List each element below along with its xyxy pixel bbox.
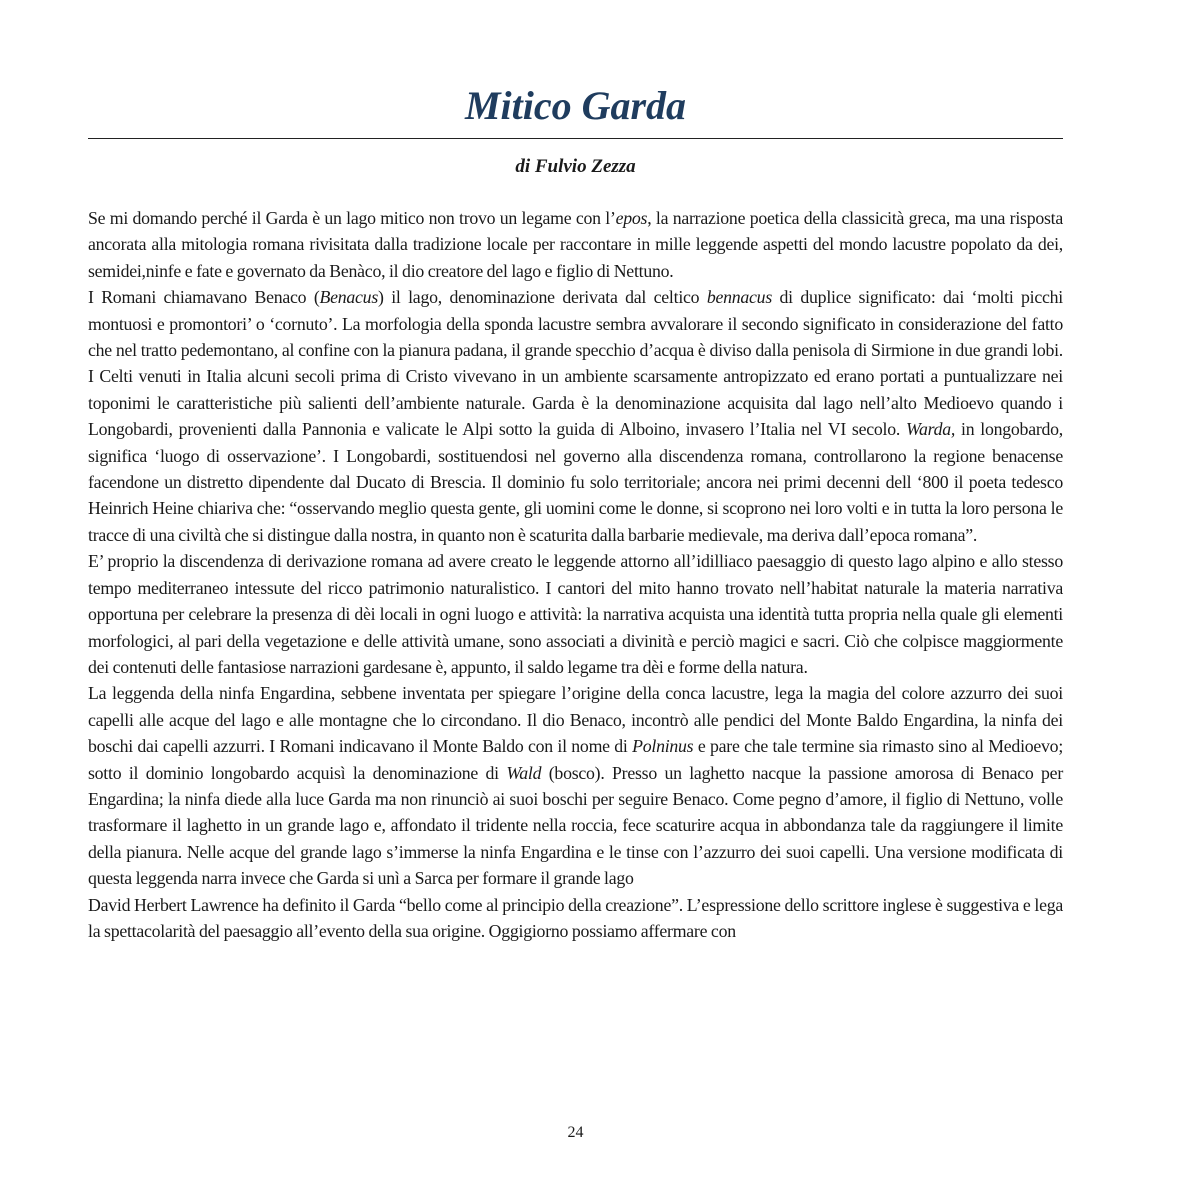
article-body: [88, 205, 1063, 944]
text-run: di duplice significato: dai ‘molti picchi montuosi e promontori’ o ‘cornuto’. La morfologia della sponda lacustre sembra avvalorare il secondo significato in considerazione del fatto che nel tratto pedemontano, al confine con la pianura padana, il grande specchio d’acqua è diviso dalla penisola di Sirmione in due grandi lobi. I Celti venuti in Italia alcuni secoli prima di Cristo vivevano in un ambiente scarsamente antropizzato ed erano portati a puntualizzare nei toponimi le caratteristiche più salienti dell’ambiente naturale. Garda è la denominazione acquisita dal lago nell’alto Medioevo quando i Longobardi, provenienti dalla Pannonia e valicate le Alpi sotto la guida di Alboino, invasero l’Italia nel VI secolo.: [88, 287, 1063, 440]
text-run: , la narrazione poetica della classicità greca, ma una risposta ancorata alla mitologia romana rivisitata dalla tradizione locale per raccontare in mille leggende aspetti del mondo lacustre popolato da dei, semidei,ninfe e fate e governato da Benàco, il dio creatore del lago e figlio di Nettuno.: [88, 208, 1063, 281]
text-run: I Romani chiamavano Benaco (: [88, 287, 320, 308]
italic-term: Polninus: [632, 736, 694, 757]
italic-term: Wald: [506, 762, 542, 783]
text-run: Se mi domando perché il Garda è un lago mitico non trovo un legame con l’: [88, 208, 616, 228]
page-title: Mitico Garda: [464, 83, 687, 128]
paragraph: [88, 284, 1063, 548]
italic-term: epos: [615, 208, 648, 228]
page-number: 24: [567, 1124, 584, 1141]
text-run: in longobardo, significa ‘luogo di osservazione’. I Longobardi, sostituendosi nel governo alla discendenza romana, controllarono la regione benacense facendone un distretto dipendente dal Ducato di Brescia. Il dominio fu solo territoriale; ancora nei primi decenni dell ‘800 il poeta tedesco Heinrich Heine chiariva che: “osservando meglio questa gente, gli uomini come le donne, si scoprono nei loro volti e in tutta la loro persona le tracce di una civiltà che si distingue dalla nostra, in quanto non è scaturita dalla barbarie medievale, ma deriva dall’epoca romana”.: [88, 419, 1063, 545]
document-page: [88, 0, 1063, 1181]
paragraph: [88, 205, 1063, 284]
text-run: e pare che tale termine sia rimasto sino al Medioevo; sotto il dominio longobardo acquisì la denominazione di: [88, 736, 1064, 783]
text-run: David Herbert Lawrence ha definito il Garda “bello come al principio della creazione”. L’espressione dello scrittore inglese è suggestiva e lega la spettacolarità del paesaggio all’evento della sua origine. Oggigiorno possiamo affermare con: [88, 894, 1063, 941]
italic-term: bennacus: [706, 287, 772, 308]
text-run: La leggenda della ninfa Engardina, sebbene inventata per spiegare l’origine della conca lacustre, lega la magia del colore azzurro dei suoi capelli alle acque del lago e alle montagne che lo circondano. Il dio Benaco, incontrò alle pendici del Monte Baldo Engardina, la ninfa dei boschi dai capelli azzurri. I Romani indicavano il Monte Baldo con il nome di: [88, 683, 1063, 757]
text-run: E’ proprio la discendenza di derivazione romana ad avere creato le leggende attorno all’idilliaco paesaggio di questo lago alpino e allo stesso tempo mediterraneo intessute del ricco patrimonio naturalistico. I cantori del mito hanno trovato nell’habitat naturale la materia narrativa opportuna per celebrare la presenza di dèi locali in ogni luogo e attività: la narrativa acquista una identità tutta propria nella quale gli elementi morfologici, al pari della vegetazione e delle attività umane, sono associati a divinità e perciò magici e sacri. Ciò che colpisce maggiormente dei contenuti delle fantasiose narrazioni gardesane è, appunto, il saldo legame tra dèi e forme della natura.: [88, 551, 1063, 677]
author-byline: di Fulvio Zezza: [515, 156, 636, 177]
title-divider: [88, 138, 1063, 139]
paragraph: [88, 548, 1063, 680]
paragraph: [88, 892, 1063, 945]
paragraph: [88, 680, 1063, 891]
text-run: ) il lago, denominazione derivata dal celtico: [378, 287, 707, 308]
text-run: (bosco). Presso un laghetto nacque la passione amorosa di Benaco per Engardina; la ninfa diede alla luce Garda ma non rinunciò ai suoi boschi per seguire Benaco. Come pegno d’amore, il figlio di Nettuno, volle trasformare il laghetto in un grande lago e, affondato il tridente nella roccia, fece scaturire acqua in abbondanza tale da raggiungere il limite della pianura. Nelle acque del grande lago s’immerse la ninfa Engardina e le tinse con l’azzurro dei suoi capelli. Una versione modificata di questa leggenda narra invece che Garda si unì a Sarca per formare il grande lago: [88, 762, 1063, 889]
italic-term: Benacus: [319, 287, 378, 308]
italic-term: Warda,: [906, 419, 956, 440]
